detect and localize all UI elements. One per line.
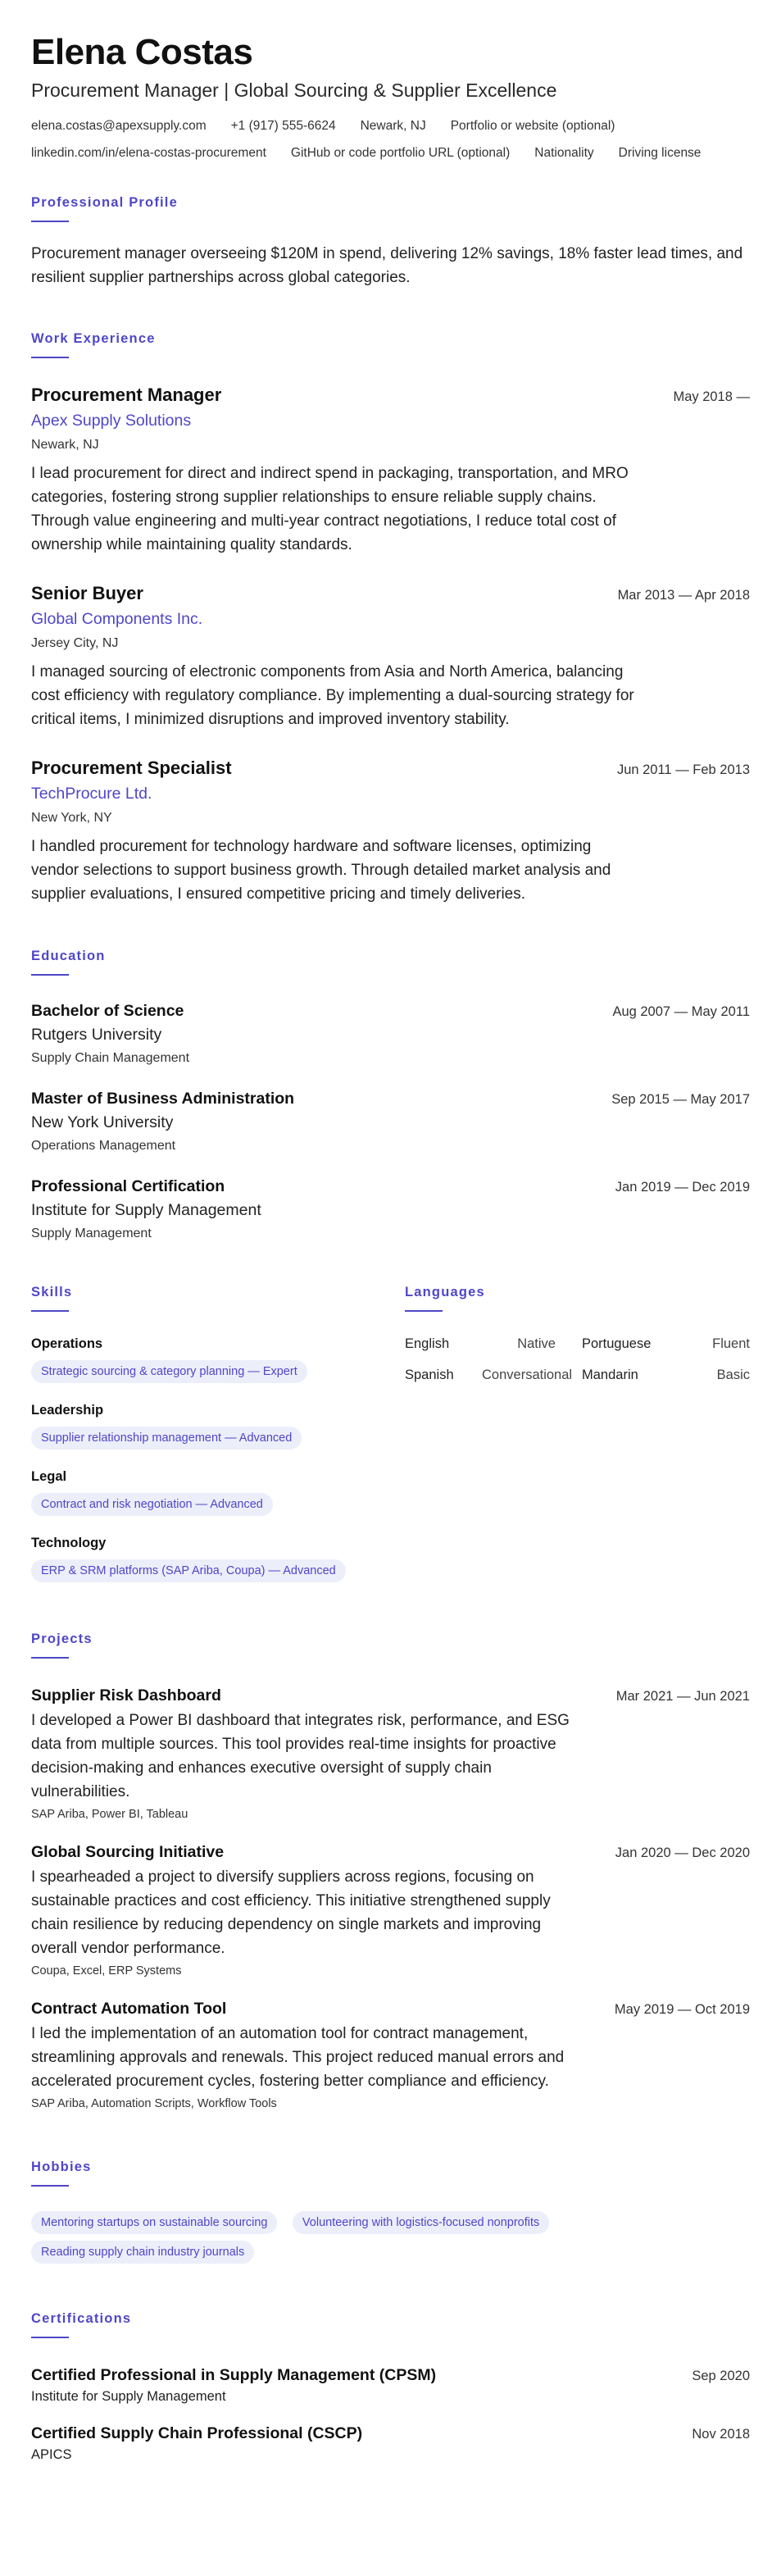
section-title: Languages (405, 1285, 485, 1299)
project-description: I spearheaded a project to diversify suppliers across regions, focusing on sustainable practices and cost efficiency. This initiative strengthened supply chain resilience by reducing dependency on single markets and improving overall vendor performance. (31, 1868, 551, 1957)
profile-summary: Procurement manager overseeing $120M in spend, delivering 12% savings, 18% faster lead times, and resilient supplier partnerships across global categories. (31, 245, 743, 286)
certification-entry (31, 2364, 750, 2405)
candidate-name: Elena Costas (31, 32, 253, 72)
project-title: Contract Automation Tool (31, 2000, 227, 2018)
education-entry (31, 1000, 750, 1068)
job-title: Procurement Specialist (31, 758, 232, 778)
education-entry (31, 1088, 750, 1156)
language-level: Conversational (482, 1368, 573, 1382)
skill-pill: ERP & SRM platforms (SAP Ariba, Coupa) — Advanced (31, 1559, 346, 1582)
project-title: Supplier Risk Dashboard (31, 1686, 221, 1704)
job-location: Jersey City, NJ (31, 636, 119, 650)
job-entry (31, 756, 750, 906)
language-level: Basic (716, 1368, 750, 1382)
projects-section (31, 1630, 750, 2113)
education-entry (31, 1176, 750, 1244)
project-description: I led the implementation of an automation tool for contract management, streamlining approvals and renewals. This project reduced manual errors and accelerated procurement cycles, fostering better compliance and efficiency. (31, 2025, 565, 2090)
job-dates: Mar 2013 — Apr 2018 (617, 588, 750, 603)
contact-driving-license: Driving license (618, 146, 702, 160)
section-title: Certifications (31, 2311, 132, 2326)
contact-list (31, 116, 750, 162)
work-experience-section (31, 330, 750, 906)
project-entry (31, 1998, 750, 2113)
contact-portfolio[interactable]: Portfolio or website (optional) (450, 119, 615, 133)
project-entry (31, 1685, 750, 1823)
project-dates: Mar 2021 — Jun 2021 (615, 1689, 750, 1704)
contact-phone[interactable]: +1 (917) 555-6624 (230, 119, 336, 133)
job-entry (31, 383, 750, 557)
section-divider (31, 974, 69, 976)
certification-date: Nov 2018 (692, 2427, 750, 2442)
section-divider (405, 1310, 443, 1312)
project-title: Global Sourcing Initiative (31, 1843, 225, 1861)
education-school: Institute for Supply Management (31, 1201, 261, 1219)
project-dates: May 2019 — Oct 2019 (614, 2002, 750, 2017)
education-dates: Aug 2007 — May 2011 (612, 1004, 750, 1019)
skill-category: Operations (31, 1336, 103, 1351)
job-description: I managed sourcing of electronic components from Asia and North America, balancing cost efficiency with regulatory compliance. By implementing a dual-sourcing strategy for critical items, I minimized disruptions and improved inventory stability. (31, 663, 634, 728)
resume-header (31, 31, 750, 162)
education-school: Rutgers University (31, 1026, 162, 1044)
hobby-pill: Mentoring startups on sustainable sourcing (31, 2211, 277, 2234)
section-title: Work Experience (31, 331, 156, 346)
skill-pill: Strategic sourcing & category planning — Expert (31, 1360, 307, 1383)
job-company[interactable]: Global Components Inc. (31, 610, 203, 628)
education-field: Operations Management (31, 1139, 176, 1153)
skill-pill: Contract and risk negotiation — Advanced (31, 1493, 273, 1516)
languages-section (405, 1283, 750, 1582)
hobbies-section (31, 2158, 750, 2264)
job-description: I lead procurement for direct and indirect spend in packaging, transportation, and MRO categories, fostering strong supplier relationships to ensure reliable supply chains. Through value engineering and multi-year contract negotiations, I reduce total cost of ownership while maintaining quality standards. (31, 465, 629, 553)
language-list (405, 1335, 750, 1384)
education-section (31, 947, 750, 1244)
language-name: Spanish (405, 1368, 454, 1382)
skill-category: Technology (31, 1536, 107, 1550)
education-dates: Sep 2015 — May 2017 (611, 1092, 750, 1107)
contact-location: Newark, NJ (360, 119, 426, 133)
skills-section (31, 1283, 405, 1582)
skill-pill: Supplier relationship management — Advanced (31, 1427, 302, 1450)
project-description: I developed a Power BI dashboard that integrates risk, performance, and ESG data from multiple sources. This tool provides real-time insights for proactive decision-making and enhances executive oversight of supply chain vulnerabilities. (31, 1712, 570, 1800)
certification-issuer: APICS (31, 2447, 72, 2462)
skills-languages-row (31, 1283, 750, 1582)
contact-linkedin[interactable]: linkedin.com/in/elena-costas-procurement (31, 146, 266, 160)
job-dates: May 2018 — (673, 389, 750, 404)
project-dates: Jan 2020 — Dec 2020 (615, 1846, 750, 1860)
contact-nationality: Nationality (534, 146, 594, 160)
job-entry (31, 581, 750, 731)
education-dates: Jan 2019 — Dec 2019 (615, 1180, 750, 1195)
project-entry (31, 1841, 750, 1980)
job-location: New York, NY (31, 811, 112, 825)
certification-name: Certified Professional in Supply Management (CPSM) (31, 2366, 437, 2384)
section-divider (31, 1310, 69, 1312)
section-title: Education (31, 949, 106, 963)
language-level: Fluent (712, 1336, 750, 1351)
job-company[interactable]: TechProcure Ltd. (31, 785, 152, 803)
certification-date: Sep 2020 (692, 2369, 750, 2383)
job-title: Senior Buyer (31, 583, 143, 603)
section-title: Projects (31, 1632, 93, 1646)
contact-email[interactable]: elena.costas@apexsupply.com (31, 119, 207, 133)
language-name: Mandarin (582, 1368, 638, 1382)
section-title: Skills (31, 1285, 73, 1299)
profile-section (31, 193, 750, 289)
language-name: English (405, 1336, 450, 1351)
candidate-headline: Procurement Manager | Global Sourcing & Supplier Excellence (31, 80, 557, 101)
hobby-pill: Reading supply chain industry journals (31, 2241, 254, 2264)
education-degree: Bachelor of Science (31, 1002, 184, 1020)
section-divider (31, 1657, 69, 1659)
skill-category: Leadership (31, 1403, 104, 1418)
language-name: Portuguese (582, 1336, 652, 1351)
job-company[interactable]: Apex Supply Solutions (31, 412, 192, 430)
education-degree: Master of Business Administration (31, 1090, 295, 1108)
language-level: Native (517, 1336, 556, 1351)
education-field: Supply Chain Management (31, 1051, 190, 1065)
job-title: Procurement Manager (31, 385, 222, 405)
education-school: New York University (31, 1113, 174, 1131)
section-title: Professional Profile (31, 195, 178, 210)
hobby-pill: Volunteering with logistics-focused nonprofits (293, 2211, 549, 2234)
section-divider (31, 2185, 69, 2187)
certification-name: Certified Supply Chain Professional (CSCP) (31, 2424, 363, 2442)
certification-issuer: Institute for Supply Management (31, 2389, 226, 2404)
hobby-list (31, 2205, 654, 2264)
skill-category: Legal (31, 1469, 67, 1484)
section-divider (31, 357, 69, 358)
section-title: Hobbies (31, 2160, 92, 2174)
job-dates: Jun 2011 — Feb 2013 (616, 762, 750, 777)
certification-entry (31, 2423, 750, 2464)
education-field: Supply Management (31, 1227, 152, 1240)
project-tech: SAP Ariba, Automation Scripts, Workflow Tools (31, 2097, 277, 2110)
project-tech: SAP Ariba, Power BI, Tableau (31, 1808, 188, 1821)
education-degree: Professional Certification (31, 1177, 225, 1195)
section-divider (31, 221, 69, 222)
contact-github[interactable]: GitHub or code portfolio URL (optional) (290, 146, 511, 160)
job-description: I handled procurement for technology hardware and software licenses, optimizing vendor selections to support business growth. Through detailed market analysis and supplier evaluations, I ensured competitive pricing and timely deliveries. (31, 838, 611, 903)
project-tech: Coupa, Excel, ERP Systems (31, 1964, 182, 1978)
job-location: Newark, NJ (31, 438, 99, 452)
section-divider (31, 2337, 69, 2338)
certifications-section (31, 2310, 750, 2464)
